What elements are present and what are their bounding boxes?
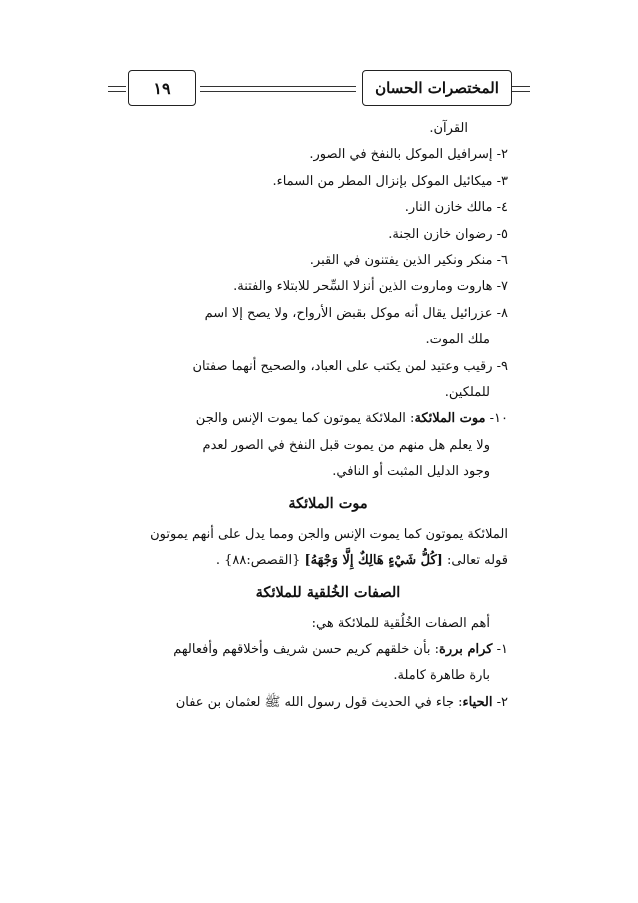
- header-rule-middle: [200, 86, 356, 92]
- page-number: ١٩: [128, 70, 196, 106]
- item-term: الحياء: [462, 694, 493, 710]
- text-line: القرآن.: [429, 121, 468, 136]
- text-line: الملائكة يموتون كما يموت الإنس والجن ومما يدل على أنهم يموتون: [150, 526, 508, 542]
- item-text: : الملائكة يموتون كما يموت الإنس والجن: [195, 411, 415, 427]
- list-item: ٩- رقيب وعتيد لمن يكتب على العباد، والصحيح أنهما صفتان: [192, 358, 508, 374]
- quran-verse: [كُلُّ شَيْءٍ هَالِكٌ إِلَّا وَجْهَهُ]: [304, 553, 443, 569]
- item-number: ١-: [492, 641, 508, 657]
- item-term: كرام بررة: [439, 641, 493, 657]
- text-line: أهم الصفات الخُلُقية للملائكة هي:: [311, 615, 490, 631]
- book-title: المختصرات الحسان: [362, 70, 512, 106]
- text-line: بارة طاهرة كاملة.: [393, 668, 490, 684]
- section-heading: الصفات الخُلقية للملائكة: [255, 583, 401, 601]
- list-item: ٦- منكر ونكير الذين يفتنون في القبر.: [309, 253, 508, 269]
- verse-intro: قوله تعالى:: [442, 553, 508, 569]
- list-item: [148, 637, 508, 663]
- list-item: [148, 406, 508, 432]
- header-rule-left: [108, 86, 126, 92]
- text-line: ملك الموت.: [425, 332, 490, 348]
- item-text: : بأن خلقهم كريم حسن شريف وأخلاقهم وأفعالهم: [173, 641, 440, 657]
- list-item: ٥- رضوان خازن الجنة.: [388, 226, 508, 242]
- page-header: [118, 70, 520, 106]
- list-item: ٣- ميكائيل الموكل بإنزال المطر من السماء.: [272, 173, 508, 189]
- list-item: ٨- عزرائيل يقال أنه موكل بقبض الأرواح، ولا يصح إلا اسم: [204, 305, 508, 321]
- list-item: ٧- هاروت وماروت الذين أنزلا السِّحر للابتلاء والفتنة.: [233, 279, 508, 295]
- text-line: ولا يعلم هل منهم من يموت قبل النفخ في الصور لعدم: [202, 437, 490, 453]
- list-item: ٤- مالك خازن النار.: [404, 200, 508, 216]
- text-line: [148, 548, 508, 574]
- item-term: موت الملائكة: [414, 411, 486, 427]
- header-rule-right: [512, 86, 530, 92]
- page-body: [148, 116, 508, 716]
- text-line: وجود الدليل المثبت أو النافي.: [332, 464, 490, 480]
- item-text: : جاء في الحديث قول رسول الله ﷺ لعثمان بن عفان: [175, 694, 463, 710]
- item-number: ١٠-: [485, 411, 508, 427]
- section-heading: موت الملائكة: [288, 494, 368, 512]
- list-item: [148, 690, 508, 716]
- text-line: للملكين.: [444, 385, 490, 401]
- item-number: ٢-: [492, 694, 508, 710]
- verse-reference: {القصص:٨٨} .: [215, 553, 305, 569]
- list-item: ٢- إسرافيل الموكل بالنفخ في الصور.: [309, 147, 508, 163]
